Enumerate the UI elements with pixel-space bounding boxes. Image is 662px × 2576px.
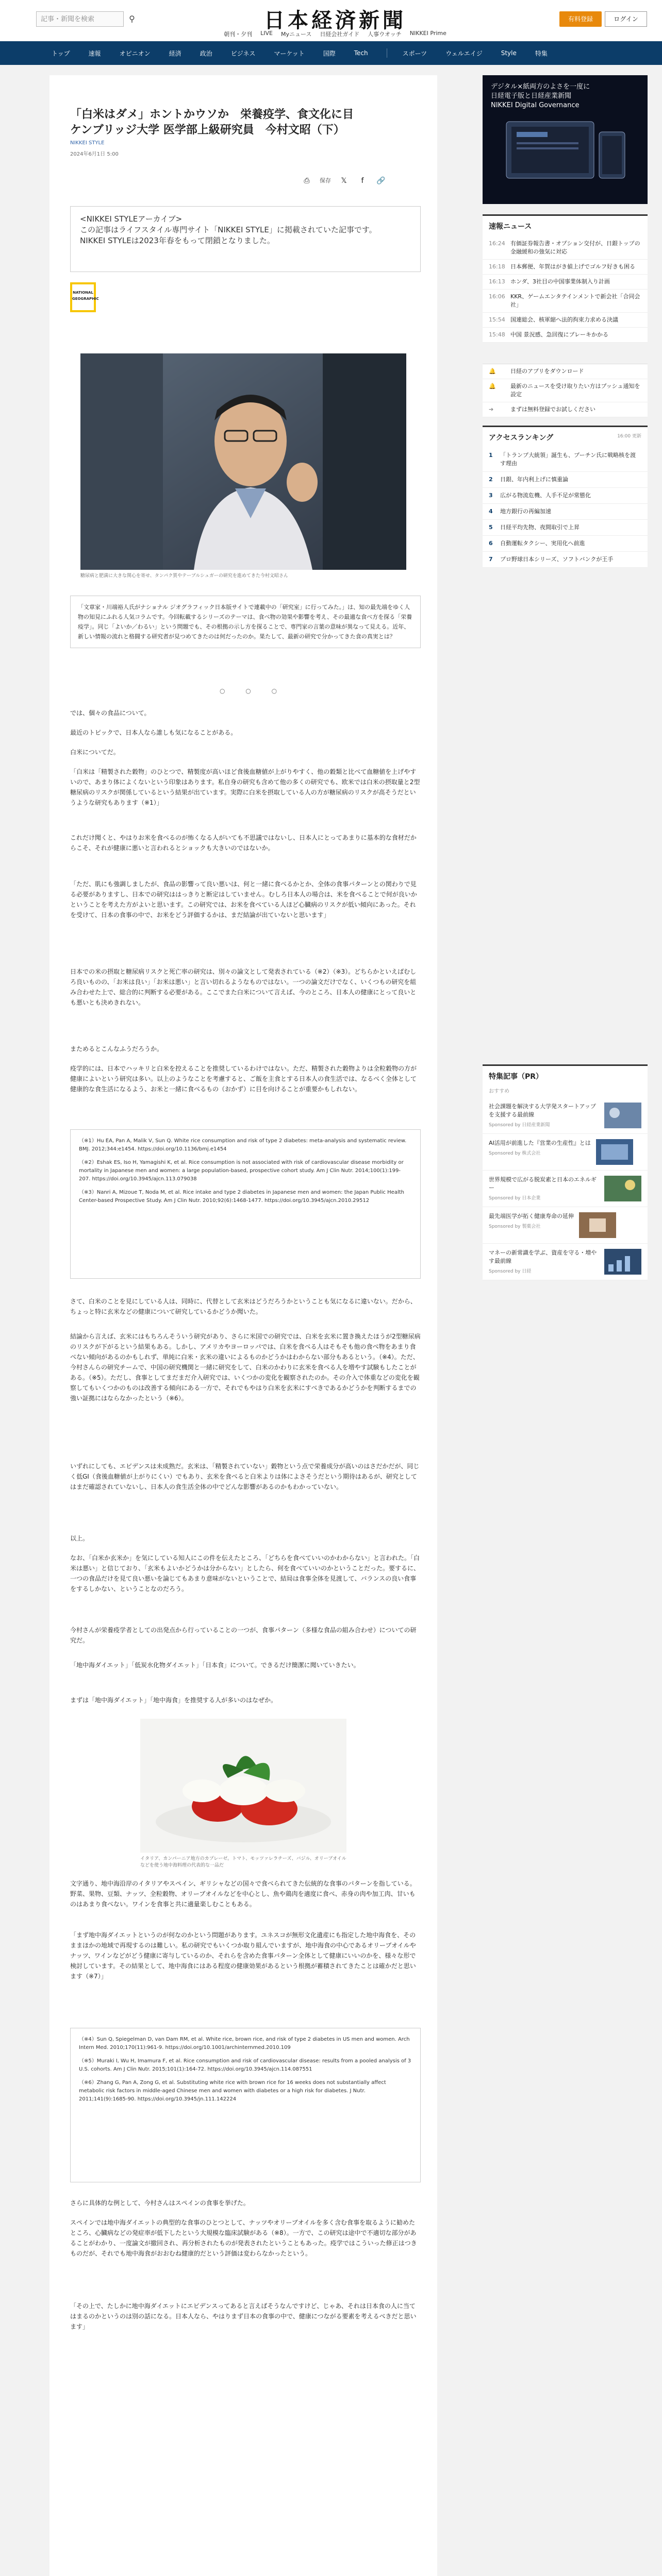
news-text: KKR、ゲームエンタテインメントで新会社「合同会社」 (510, 293, 640, 308)
sub-nav-item[interactable]: 朝刊・夕刊 (224, 31, 253, 38)
rank-number: 3 (489, 492, 493, 499)
news-text: 国連総会、核軍縮へ法的拘束力求める決議 (510, 316, 618, 323)
pr-item[interactable] (483, 1097, 648, 1134)
bell-icon: 🔔 (489, 368, 496, 375)
news-text: 日本郵便、年賀はがき値上げでゴルフ好きも困る (510, 263, 635, 270)
pr-item[interactable] (483, 1171, 648, 1207)
reference-box (70, 1129, 421, 1279)
nav-item[interactable]: スポーツ (402, 49, 427, 57)
ranking-panel (483, 426, 648, 568)
paragraph: なお、「白米か玄米か」を気にしている知人にこの件を伝えたところ、「どちらを食べていいのかわからない」と言われた。「白米は悪い」と信じており、「玄米もよいかどうかは分からない」としたら、何を食べていいのかということだった。要するに、一つの食品だけを見て良い悪いを論じてもあまり意味がないということで、結局は食事全体を見渡して、バランスの良い食事をするしかない、ということなのだろう。 (70, 1554, 420, 1592)
nav-item[interactable]: ビジネス (230, 49, 256, 57)
ranking-item[interactable] (483, 504, 648, 520)
subscribe-button[interactable]: 有料登録 (559, 11, 602, 27)
ranking-title: アクセスランキング (489, 434, 554, 442)
devices-illustration (496, 111, 634, 189)
promo-item[interactable] (483, 364, 648, 379)
ranking-item[interactable] (483, 520, 648, 536)
reference-item[interactable]: （※3）Nanri A, Mizoue T, Noda M, et al. Rice intake and type 2 diabetes in Japanese men and women: the Japan Public Health Center-based Prospective Study. Am J Clin Nutr. 2010;92(6):1468-1477. https://doi.org/10.3945/ajcn.2010.29512 (79, 1190, 404, 1204)
nav-item[interactable]: オピニオン (119, 49, 151, 57)
article-category[interactable]: NIKKEI STYLE (70, 140, 105, 146)
facebook-share-icon[interactable]: f (361, 177, 364, 185)
login-button[interactable]: ログイン (605, 11, 647, 27)
pr-thumbnail (579, 1212, 616, 1238)
sub-nav-item[interactable]: 日経会社ガイド (320, 31, 360, 38)
rank-number: 5 (489, 524, 493, 531)
panel-title (483, 427, 648, 448)
section-separator: ○ ○ ○ (220, 687, 287, 694)
reference-item[interactable]: （※5）Muraki I, Wu H, Imamura F, et al. Rice consumption and risk of cardiovascular disease: results from a pooled analysis of 3 U.S. cohorts. Am J Clin Nutr. 2015;101(1):164-72. https://doi.org/10.3945/ajcn.114.087551 (79, 2058, 411, 2072)
nav-item[interactable]: Tech (354, 49, 368, 57)
pr-source: Sponsored by 日経 (489, 1269, 532, 1274)
paragraph: 結論から言えば、玄米にはもちろんそういう研究があり、さらに米国での研究では、白米を玄米に置き換えたほうが2型糖尿病のリスクが下がるという結果もある。しかし、アメリカやヨーロッパでは、白米を食べる人はそもそも他の食べ物をあまり食べない傾向があるのかもしれず、単純に白米・玄米の違いによるものかどうかはわからない部分もあるという。（※4）。ただ、今村さんらの研究チームで、中国の研究機関と一緒に研究をして、白米のかわりに玄米を食べる人を増やす試験もしたことがある。（※5）。ただし、食事としてまだまだ介入研究では、いくつかの変化を観察されたのか。その介入で体重などの変化を観察してもいくつかのものは改善する傾向にある一方で、それでもやはり白米を玄米にすべきであるかどうかを判断するまでの強い証拠にはならなかったという（※6）。 (70, 1333, 421, 1402)
paragraph: いずれにしても、エビデンスは未成熟だ。玄米は、「精製されていない」穀物という点で栄養成分が高いのはさだかだが、同じく低GI（食後血糖値が上がりにくい）でもあり、玄米を食べると白米よりは体によさそうだという期待はあるが、研究としてはまだ確認されていないし、日本人の食生活全体の中でどんな影響があるのかもわかっていない。 (70, 1463, 420, 1490)
news-time: 15:48 (489, 331, 505, 338)
ranking-item[interactable] (483, 472, 648, 488)
rank-number: 7 (489, 556, 493, 563)
caprese-photo (140, 1719, 346, 1853)
rank-number: 1 (489, 452, 493, 459)
pr-item[interactable] (483, 1207, 648, 1244)
paragraph: スペインでは地中海ダイエットの典型的な食事のひとつとして、ナッツやオリーブオイルを多く含む食事を取るように勧めたところ、心臓病などの発症率が低下したという大規模な臨床試験がある（※8）。一方で、この研究は途中で不適切な部分があることがわかり、一度論文が撤回され、再分析されたものが発表されたということもあった。疫学ではこういった修正はつきものだが、それでも地中海食がおおむね健康的だという評価は変わらなかったという。 (70, 2219, 417, 2257)
news-item[interactable] (483, 275, 648, 290)
paragraph: まずは「地中海ダイエット」「地中海食」を推奨する人が多いのはなぜか。 (70, 1697, 277, 1704)
sub-nav-item[interactable]: NIKKEI Prime (409, 30, 446, 37)
top-header (0, 0, 662, 42)
nav-item[interactable]: 速報 (88, 49, 101, 57)
pr-panel (483, 1064, 648, 1280)
national-geographic-logo: NATIONAL GEOGRAPHIC (70, 282, 96, 312)
panel-title: 速報ニュース (489, 223, 532, 231)
news-text: 中国 景況感、急回復にブレーキかかる (510, 331, 609, 338)
news-item[interactable] (483, 290, 648, 313)
x-share-icon[interactable]: 𝕏 (341, 177, 347, 185)
pr-thumbnail (596, 1139, 633, 1165)
pr-source: Sponsored by 日本企業 (489, 1196, 541, 1201)
promo-panel (483, 364, 648, 417)
rank-text: 自動運転タクシー、実用化へ前進 (500, 540, 585, 547)
news-time: 16:24 (489, 240, 505, 247)
nav-item[interactable]: 政治 (200, 49, 212, 57)
paragraph: 最近のトピックで、日本人なら誰しも気になることがある。 (70, 729, 237, 736)
reference-item[interactable]: （※1）Hu EA, Pan A, Malik V, Sun Q. White rice consumption and risk of type 2 diabetes: meta-analysis and systematic review. BMJ. 2012;344:e1454. https://doi.org/10.1136/bmj.e1454 (79, 1138, 407, 1152)
rank-text: 地方銀行の再編加速 (500, 508, 551, 515)
arrow-icon: ➔ (489, 406, 494, 413)
paragraph: 「まず地中海ダイエットというのが何なのかという問題があります。ユネスコが無形文化遺産にも指定した地中海食を、そのままほかの地域で再現するのは難しい。私の研究でもいくつか取り組んでいますが、地中海食の中心であるオリーブオイルやナッツ、ワインなどがどう健康に寄与しているのか、それらを含めた食事パターン全体として健康にいいのかを、様々な形で検討しています。その結果として、地中海食にはある程度の健康効果があるという根拠が蓄積されてきたことは確かだと思います（※7）」 (70, 1931, 416, 1980)
ranking-item[interactable] (483, 488, 648, 504)
paragraph: 白米についてだ。 (70, 749, 120, 756)
news-item[interactable] (483, 260, 648, 275)
sub-nav-item[interactable]: LIVE (260, 30, 273, 37)
rank-number: 4 (489, 508, 493, 515)
share-bar (301, 175, 387, 187)
paragraph: 以上。 (70, 1535, 89, 1542)
pr-item[interactable] (483, 1134, 648, 1171)
reference-item[interactable]: （※4）Sun Q, Spiegelman D, van Dam RM, et al. White rice, brown rice, and risk of type 2 diabetes in US men and women. Arch Intern Med. 2010;170(11):961-9. https://doi.org/10.1001/archinternmed.2010.109 (79, 2037, 410, 2050)
paragraph: 疫学的には、日本でハッキリと白米を控えることを推奨しているわけではない。ただ、精製された穀物よりは全粒穀物の方が健康によいという研究は多い。以上のようなことを考慮すると、ご飯を主食とする日本人の食生活では、なるべく全体として健康的な食生活になるよう、お米と一緒に食べるもの（おかず）に目を向けることが重要かもしれない。 (70, 1065, 417, 1093)
paragraph: 今村さんが栄養疫学者としての出発点から行っていることの一つが、食事パターン（多様な食品の組み合わせ）についての研究だ。 (70, 1626, 417, 1644)
news-item[interactable] (483, 313, 648, 328)
nav-item[interactable]: マーケット (274, 49, 305, 57)
paragraph: 日本での米の摂取と糖尿病リスクと死亡率の研究は、別々の論文として発表されている（※2）（※3）。どちらかといえばむしろ良いものの、「お米は良い」「お米は悪い」と言い切れるようなものではない。一つの論文だけでなく、いくつもの研究を組み合わせた上で、総合的に判断する必要がある。ここでまた白米について言えば、今のところ、日本人の健康にとって良いとも悪いとも決めきれない。 (70, 968, 417, 1006)
sub-nav-item[interactable]: 人事ウオッチ (368, 31, 402, 38)
pr-text: 社会課題を解決する大学発スタートアップを支援する最前線 (489, 1103, 596, 1118)
search-icon[interactable]: ⚲ (129, 14, 135, 24)
pr-thumbnail (604, 1249, 641, 1275)
promo-item[interactable] (483, 379, 648, 402)
paragraph: 文字通り、地中海沿岸のイタリアやスペイン、ギリシャなどの国々で食べられてきた伝統的な食事のパターンを指している。野菜、果物、豆類、ナッツ、全粒穀物、オリーブオイルなどを中心とし、魚や鶏肉を適度に食べ、赤身の肉や加工肉、甘いものはあまり食べない。ワインを食事と共に適量楽しむこともある。 (70, 1880, 416, 1908)
pr-thumbnail (604, 1176, 641, 1201)
digital-ad-banner[interactable] (483, 75, 648, 204)
search-input[interactable]: 記事・新聞を検索 (36, 11, 124, 27)
main-nav (0, 41, 662, 65)
series-intro: 「文章家・川端裕人氏がナショナル ジオグラフィック日本版サイトで連載中の「研究室」に行ってみた。」は、知の最先端をゆく人物の知見にふれる人気コラムです。今回転載するシリーズのテーマは、食べ物の効果や影響を考え、その最適な食べ方を探る「栄養疫学」。同じ「よいか／わるい」という問題でも、その根拠の示し方を探ることで、専門家の言葉の意味が異なって見える。近年、新しい情報の流れと格闘する研究者が見つめてきたのは何だったのか。果たして、最新の研究で分かってきた食の真実とは？ (70, 596, 421, 648)
pr-thumbnail (604, 1103, 641, 1128)
reference-box (70, 2028, 421, 2182)
rank-text: 広がる物流危機、人手不足が常態化 (500, 492, 591, 499)
link-share-icon[interactable]: 🔗 (376, 177, 386, 185)
panel-title: 特集記事（PR） (489, 1073, 543, 1081)
nav-item[interactable]: ウェルエイジ (445, 49, 483, 57)
nav-item[interactable]: 特集 (535, 49, 548, 57)
news-item[interactable] (483, 236, 648, 260)
rank-text: 日銀、年内利上げに慎重論 (500, 476, 568, 483)
promo-text: まずは無料登録でお試しください (510, 406, 595, 413)
paragraph: これだけ聞くと、やはりお米を食べるのが怖くなる人がいても不思議ではないし、日本人にとってあまりに基本的な食材だからこそ、それが健康に悪いと言われるとショックも大きいのではないか。 (70, 834, 417, 852)
news-text: ホンダ、3社目の中国事業体制入り計画 (510, 278, 610, 285)
reference-item[interactable]: （※6）Zhang G, Pan A, Zong G, et al. Substituting white rice with brown rice for 16 weeks does not substantially affect metabolic risk factors in middle-aged Chinese men and women with diabetes or a high risk for diabetes. J Nutr. 2011;141(9):1685-90. https://doi.org/10.3945/jn.111.142224 (79, 2080, 386, 2102)
paragraph: まためるとこんなふうだろうか。 (70, 1045, 163, 1053)
ranking-item[interactable] (483, 536, 648, 552)
nav-item[interactable]: 経済 (169, 49, 181, 57)
ranking-item[interactable] (483, 448, 648, 472)
photo-caption: 糖尿病と肥満に大きな関心を寄せ、タンパク質やテーブルシュガーの研究を進めてきた今村文昭さん (80, 573, 288, 579)
article-title (70, 107, 421, 138)
pr-text: 世界規模で広がる脱炭素と日本のエネルギー (489, 1176, 597, 1191)
paragraph: 「ただ、肌にも強調しましたが、食品の影響って良い悪いは、何と一緒に食べるかとか、全体の食事パターンとの関わりで見る必要がありますし、日本での研究ははっきりと断定はしていません。むしろ日本人の場合は、米を食べることで何が良いかということを考えた方がよいと思います。この研究では、お米を食べている人ほど心臓病のリスクが低い傾向にあった。それを受けて、日本の食事の中で、お米をどう評価するかは、まだ結論が出ていないと思います」 (70, 880, 417, 919)
pr-label: おすすめ (489, 1089, 510, 1094)
nav-item[interactable]: Style (501, 49, 517, 57)
title-text: 「白米はダメ」ホントかウソか 栄養疫学、食文化に目 (70, 108, 354, 121)
nav-item[interactable]: トップ (52, 49, 70, 57)
nav-item[interactable]: 国際 (323, 49, 336, 57)
sub-nav-item[interactable]: Myニュース (280, 31, 312, 38)
promo-item[interactable] (483, 402, 648, 417)
sub-nav (222, 30, 449, 38)
news-time: 16:18 (489, 263, 505, 270)
ranking-updated: 16:00 更新 (617, 434, 641, 439)
print-icon[interactable]: ⎙ (304, 177, 310, 185)
paragraph: では、個々の食品について。 (70, 709, 151, 717)
promo-text: 日経のアプリをダウンロード (510, 368, 584, 375)
promo-text: 最新のニュースを受け取りたい方はプッシュ通知を設定 (510, 383, 640, 398)
paragraph: さて、白米のことを見にしている人は、同時に、代替として玄米はどうだろうかということも気になるに違いない。だから、ちょっと特に玄米などの健康について研究しているかどうか聞いた。 (70, 1298, 417, 1315)
pr-text: 最先端医学が拓く健康寿命の延伸 (489, 1213, 574, 1219)
news-time: 15:54 (489, 316, 505, 323)
pr-item[interactable] (483, 1244, 648, 1280)
article-container (49, 75, 437, 2576)
news-time: 16:13 (489, 278, 505, 285)
pr-source: Sponsored by 株式会社 (489, 1151, 541, 1156)
ad-title: デジタル×紙両方のよさを一度に 日経電子版と日経産業新聞 NIKKEI Digital Governance (491, 83, 590, 109)
reference-item[interactable]: （※2）Eshak ES, Iso H, Yamagishi K, et al. Rice consumption is not associated with risk of cardiovascular disease morbidity or mortality in Japanese men and women: a large population-based, prospective cohort study. Am J Clin Nutr. 2014;100(1):199-207. https://doi.org/10.3945/ajcn.113.079038 (79, 1160, 404, 1182)
bell-icon: 🔔 (489, 383, 496, 389)
paragraph: さらに具体的な例として、今村さんはスペインの食事を挙げた。 (70, 2199, 250, 2207)
paragraph: 「白米は「精製された穀物」のひとつで、精製度が高いほど食後血糖値が上がりやすく、他の穀類と比べて血糖値を上げやすいので、あまり体によくないという印象はあります。私自身の研究も含めて他の多くの研究でも、欧米では白米の摂取量と2型糖尿病のリスクが関係しているという結果が出ています。実際に白米を摂取している人の方が糖尿病のリスクが高そうだというような研究もあります（※1）」 (70, 768, 420, 806)
article-date: 2024年6月1日 5:00 (70, 151, 119, 157)
rank-number: 6 (489, 540, 493, 547)
ranking-item[interactable] (483, 552, 648, 568)
archive-notice: <NIKKEI STYLEアーカイブ> この記事はライフスタイル専門サイト「NIKKEI STYLE」に掲載されていた記事です。 NIKKEI STYLEは2023年春をもって閉鎖となりました。 (70, 206, 421, 272)
pr-text: マネーの新常識を学ぶ、資産を守る・増やす最前線 (489, 1249, 597, 1264)
rank-number: 2 (489, 476, 493, 483)
pr-source: Sponsored by 日経産業新聞 (489, 1123, 550, 1128)
subtitle-text: ケンブリッジ大学 医学部上級研究員 今村文昭（下） (70, 124, 345, 137)
news-text: 有価証券報告書・オプション交付が、日銀トップの金融緩和の強気に対応 (510, 240, 640, 255)
rank-text: プロ野球日本シリーズ、ソフトバンクが王手 (500, 556, 614, 563)
news-item[interactable] (483, 328, 648, 343)
breaking-news-panel (483, 214, 648, 343)
researcher-photo (80, 353, 406, 570)
paragraph: 「その上で、たしかに地中海ダイエットにエビデンスってあると言えばそうなんですけど、じゃあ、それは日本食の人に当てはまるのかというのは別の話になる。日本人なら、やはりまず日本の食事の中で、健康につながる要素を考えるべきだと思います」 (70, 2302, 417, 2330)
paragraph: 「地中海ダイエット」「低炭水化物ダイエット」「日本食」について。できるだけ簡潔に聞いていきたい。 (70, 1662, 360, 1669)
pr-text: AI活用が前進した『営業の生産性』とは (489, 1140, 591, 1146)
site-logo[interactable]: 日本経済新聞 (264, 8, 406, 32)
pr-source: Sponsored by 製薬会社 (489, 1224, 541, 1229)
news-time: 16:06 (489, 293, 505, 300)
rank-text: 日経平均先物、夜間取引で上昇 (500, 524, 580, 531)
save-button[interactable]: 保存 (320, 177, 331, 184)
rank-text: 「トランプ大統領」誕生も、プーチン氏に戦略核を渡す理由 (500, 452, 636, 467)
photo-caption: イタリア、カンパーニア地方のカプレーゼ。トマト、モッツァレラチーズ、バジル、オリーブオイルなどを使う地中海料理の代表的な一品だ (140, 1856, 346, 1868)
